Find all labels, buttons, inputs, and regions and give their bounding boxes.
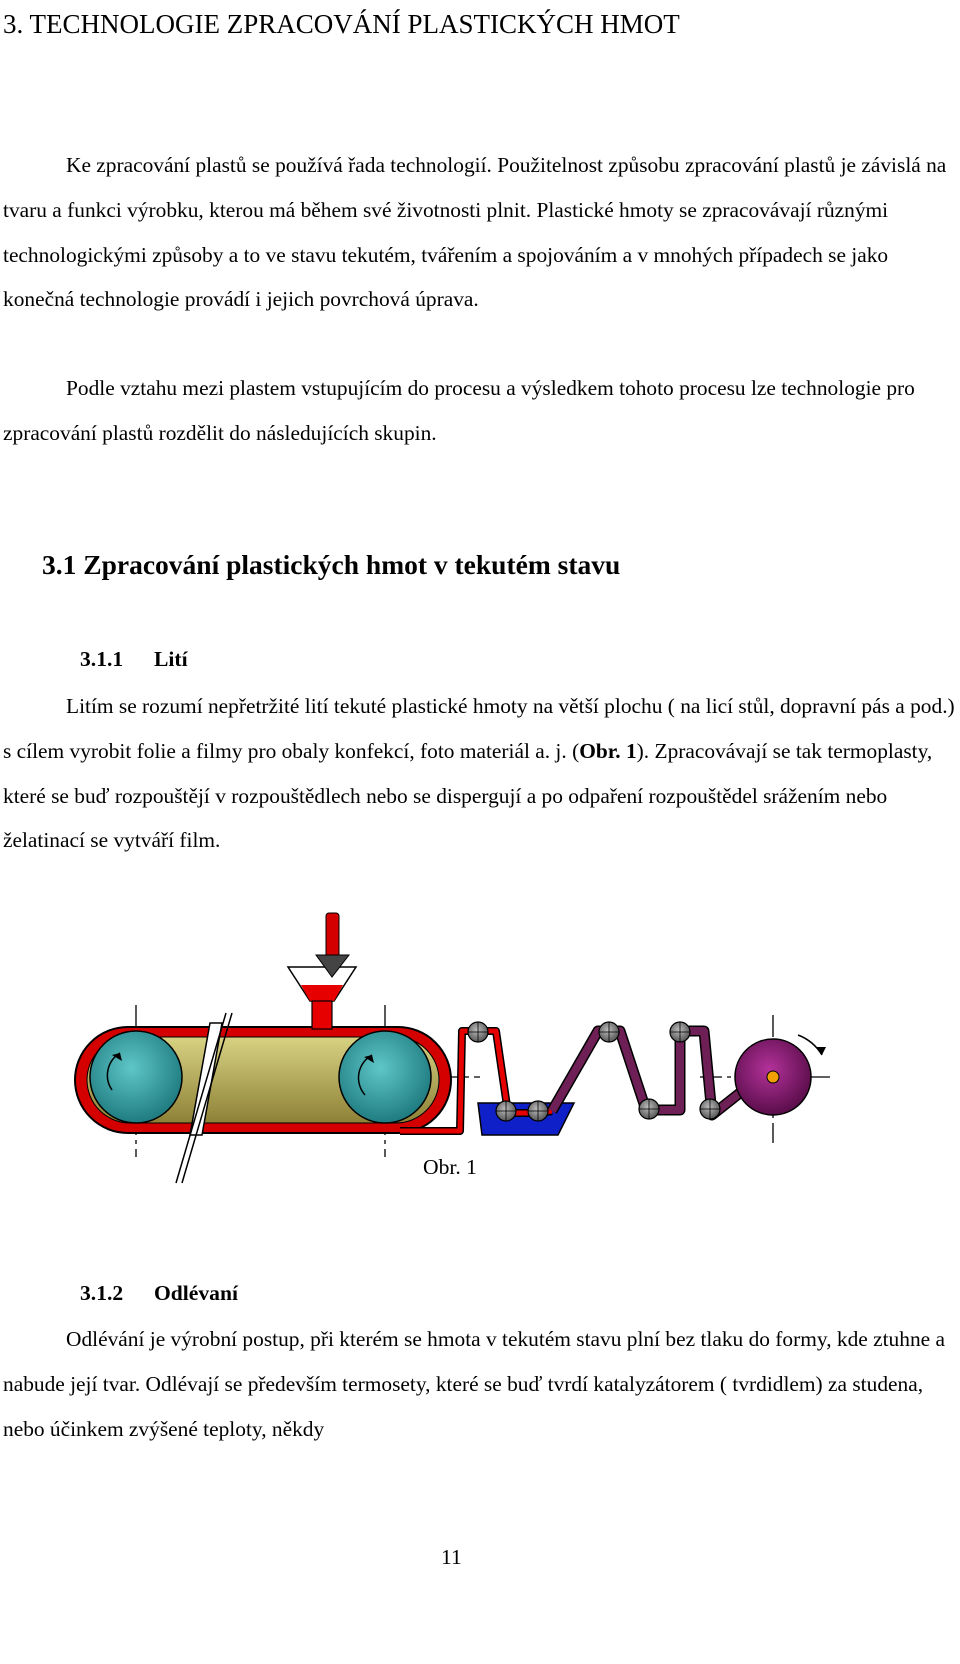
- figure-ref-open: (: [566, 738, 580, 763]
- casting-line-figure: [60, 905, 910, 1185]
- liti-paragraph: [3, 684, 958, 863]
- right-drum: [339, 1031, 431, 1123]
- feed-arrow-shaft: [326, 913, 339, 957]
- chapter-title: 3. TECHNOLOGIE ZPRACOVÁNÍ PLASTICKÝCH HMOT: [3, 9, 680, 39]
- odlevani-text: Odlévání je výrobní postup, při kterém se hmota v tekutém stavu plní bez tlaku do formy, kde ztuhne a nabude její tvar. Odlévají se především termosety, které se buď tvrdí katalyzátorem ( tvrdidlem) za studena, nebo účinkem zvýšené teploty, někdy: [3, 1327, 945, 1441]
- page-number: 11: [441, 1545, 462, 1569]
- subsection-title: Odlévaní: [154, 1281, 238, 1305]
- odlevani-paragraph: [3, 1317, 958, 1451]
- intro-text: Ke zpracování plastů se používá řada technologií. Použitelnost způsobu zpracování plastů je závislá na tvaru a funkci výrobku, kterou má během své životnosti plnit. Plastické hmoty se zpracovávají různými technologickými způsoby a to ve stavu tekutém, tvářením a spojováním a v mnohých případech se jako konečná technologie provádí i jejich povrchová úprava.: [3, 153, 947, 312]
- subsection-heading-odlevani: [80, 1273, 238, 1313]
- hopper-melt: [301, 985, 343, 1001]
- figure-reference: Obr. 1: [579, 738, 637, 763]
- subsection-number: 3.1.2: [80, 1281, 124, 1305]
- subsection-heading-liti: [80, 639, 188, 679]
- subsection-number: 3.1.1: [80, 647, 124, 671]
- hopper-nozzle: [312, 1001, 332, 1029]
- liti-text-start: Litím se rozumí nepřetržité lití tekuté plastické hmoty na větší plochu ( na licí stůl, dopravní pás a pod.) s cílem vyrobit folie a filmy pro obaly konfekcí, foto materiál a. j.: [3, 694, 955, 763]
- section-heading: 3.1 Zpracování plastických hmot v tekutém stavu: [42, 549, 621, 580]
- left-drum: [90, 1031, 182, 1123]
- groups-paragraph: [3, 366, 958, 456]
- figure-ref-close: ).: [636, 738, 650, 763]
- liti-text-end: Zpracovávají se tak termoplasty, které se buď rozpouštějí v rozpouštědlech nebo se dispergují a po odpaření rozpouštědel srážením nebo želatinací se vytváří film.: [3, 738, 933, 853]
- figure-caption: Obr. 1: [423, 1155, 477, 1179]
- groups-text: Podle vztahu mezi plastem vstupujícím do procesu a výsledkem tohoto procesu lze technologie pro zpracování plastů rozdělit do následujících skupin.: [3, 376, 915, 445]
- subsection-title: Lití: [154, 647, 188, 671]
- intro-paragraph: [3, 143, 958, 322]
